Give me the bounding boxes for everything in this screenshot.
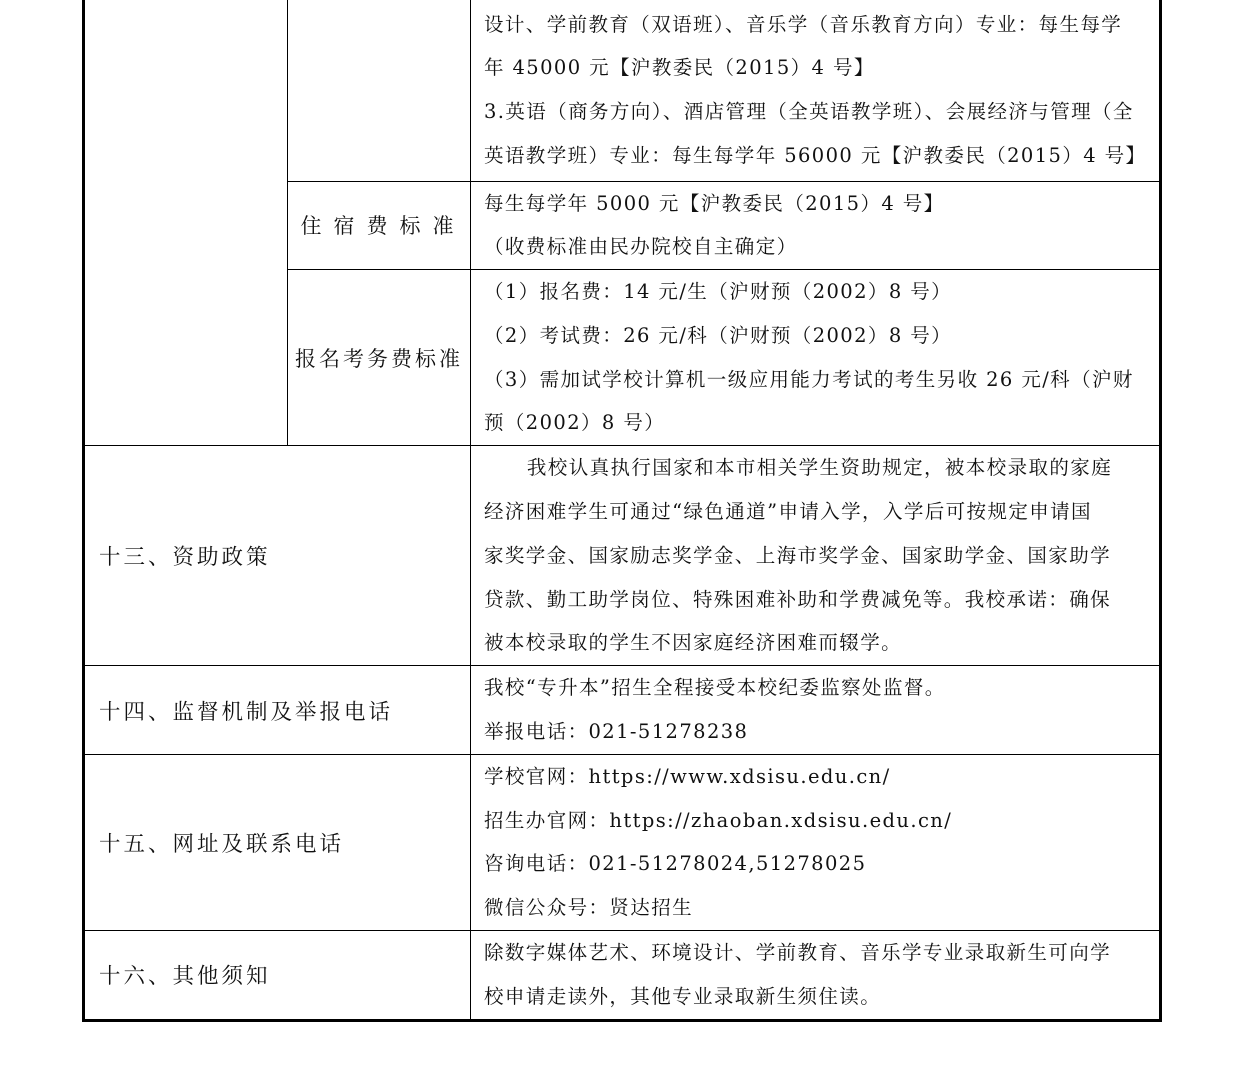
section-13-text [471,446,1159,665]
section-15-label: 十五、网址及联系电话 [99,831,345,857]
section-13-row [84,446,1161,666]
tuition-text [471,3,1159,178]
accommodation-fee-text [471,182,1159,270]
section-16-line: 除数字媒体艺术、环境设计、学前教育、音乐学专业录取新生可向学 [484,941,1112,965]
fees-category-cell [84,0,288,446]
section-15-content-cell [471,754,1161,930]
section-13-line: 被本校录取的学生不因家庭经济困难而辍学。 [484,631,903,655]
website-line: 学校官网：https://www.xdsisu.edu.cn/ [484,764,891,788]
tuition-content-cell [471,0,1161,181]
section-13-line: 贷款、勤工助学岗位、特殊困难补助和学费减免等。我校承诺：确保 [484,587,1112,611]
section-14-row [84,666,1161,755]
accommodation-fee-line: 每生每学年 5000 元【沪教委民（2015）4 号】 [484,191,945,215]
section-15-label-cell [84,754,471,930]
accommodation-fee-content-cell [471,181,1161,270]
exam-fee-line: （3）需加试学校计算机一级应用能力考试的考生另收 26 元/科（沪财 [484,367,1134,391]
exam-fee-label-cell [288,270,471,446]
exam-fee-line: （1）报名费：14 元/生（沪财预（2002）8 号） [484,280,953,304]
section-16-content-cell [471,931,1161,1021]
section-14-line: 举报电话：021-51278238 [484,720,749,744]
section-14-label: 十四、监督机制及举报电话 [99,699,394,725]
exam-fee-line: 预（2002）8 号） [484,411,666,435]
section-16-line: 校申请走读外，其他专业录取新生须住读。 [484,984,882,1008]
section-16-text [471,931,1159,1019]
tuition-continued-row [84,0,1161,181]
section-16-label-cell [84,931,471,1021]
section-13-content-cell [471,446,1161,666]
exam-fee-line: （2）考试费：26 元/科（沪财预（2002）8 号） [484,323,953,347]
admission-info-table [82,0,1162,1022]
wechat-line: 微信公众号：贤达招生 [484,896,694,920]
section-13-label-cell [84,446,471,666]
section-14-text [471,666,1159,754]
section-13-line: 家奖学金、国家励志奖学金、上海市奖学金、国家助学金、国家助学 [484,543,1112,567]
section-13-label: 十三、资助政策 [99,545,271,571]
section-16-label: 十六、其他须知 [99,964,271,990]
accommodation-fee-line: （收费标准由民办院校自主确定） [484,235,798,259]
exam-fee-content-cell [471,270,1161,446]
tuition-line: 年 45000 元【沪教委民（2015）4 号】 [484,56,875,80]
accommodation-fee-label-cell [288,181,471,270]
section-15-text [471,755,1159,930]
section-14-label-cell [84,666,471,755]
section-14-line: 我校“专升本”招生全程接受本校纪委监察处监督。 [484,676,946,700]
section-13-line: 我校认真执行国家和本市相关学生资助规定，被本校录取的家庭 [526,456,1113,480]
admissions-website-line: 招生办官网：https://zhaoban.xdsisu.edu.cn/ [484,808,953,832]
phone-line: 咨询电话：021-51278024,51278025 [484,852,867,876]
accommodation-fee-label: 住宿费标准 [300,214,466,239]
section-14-content-cell [471,666,1161,755]
exam-fee-text [471,270,1159,445]
section-13-line: 经济困难学生可通过“绿色通道”申请入学，入学后可按规定申请国 [484,500,1092,524]
tuition-line: 设计、学前教育（双语班）、音乐学（音乐教育方向）专业：每生每学 [484,12,1123,36]
section-16-row [84,931,1161,1021]
tuition-label-cell [288,0,471,181]
exam-fee-label: 报名考务费标准 [295,346,463,371]
tuition-line: 3.英语（商务方向）、酒店管理（全英语教学班）、会展经济与管理（全 [484,100,1134,124]
tuition-line: 英语教学班）专业：每生每学年 56000 元【沪教委民（2015）4 号】 [484,144,1147,168]
section-15-row [84,754,1161,930]
